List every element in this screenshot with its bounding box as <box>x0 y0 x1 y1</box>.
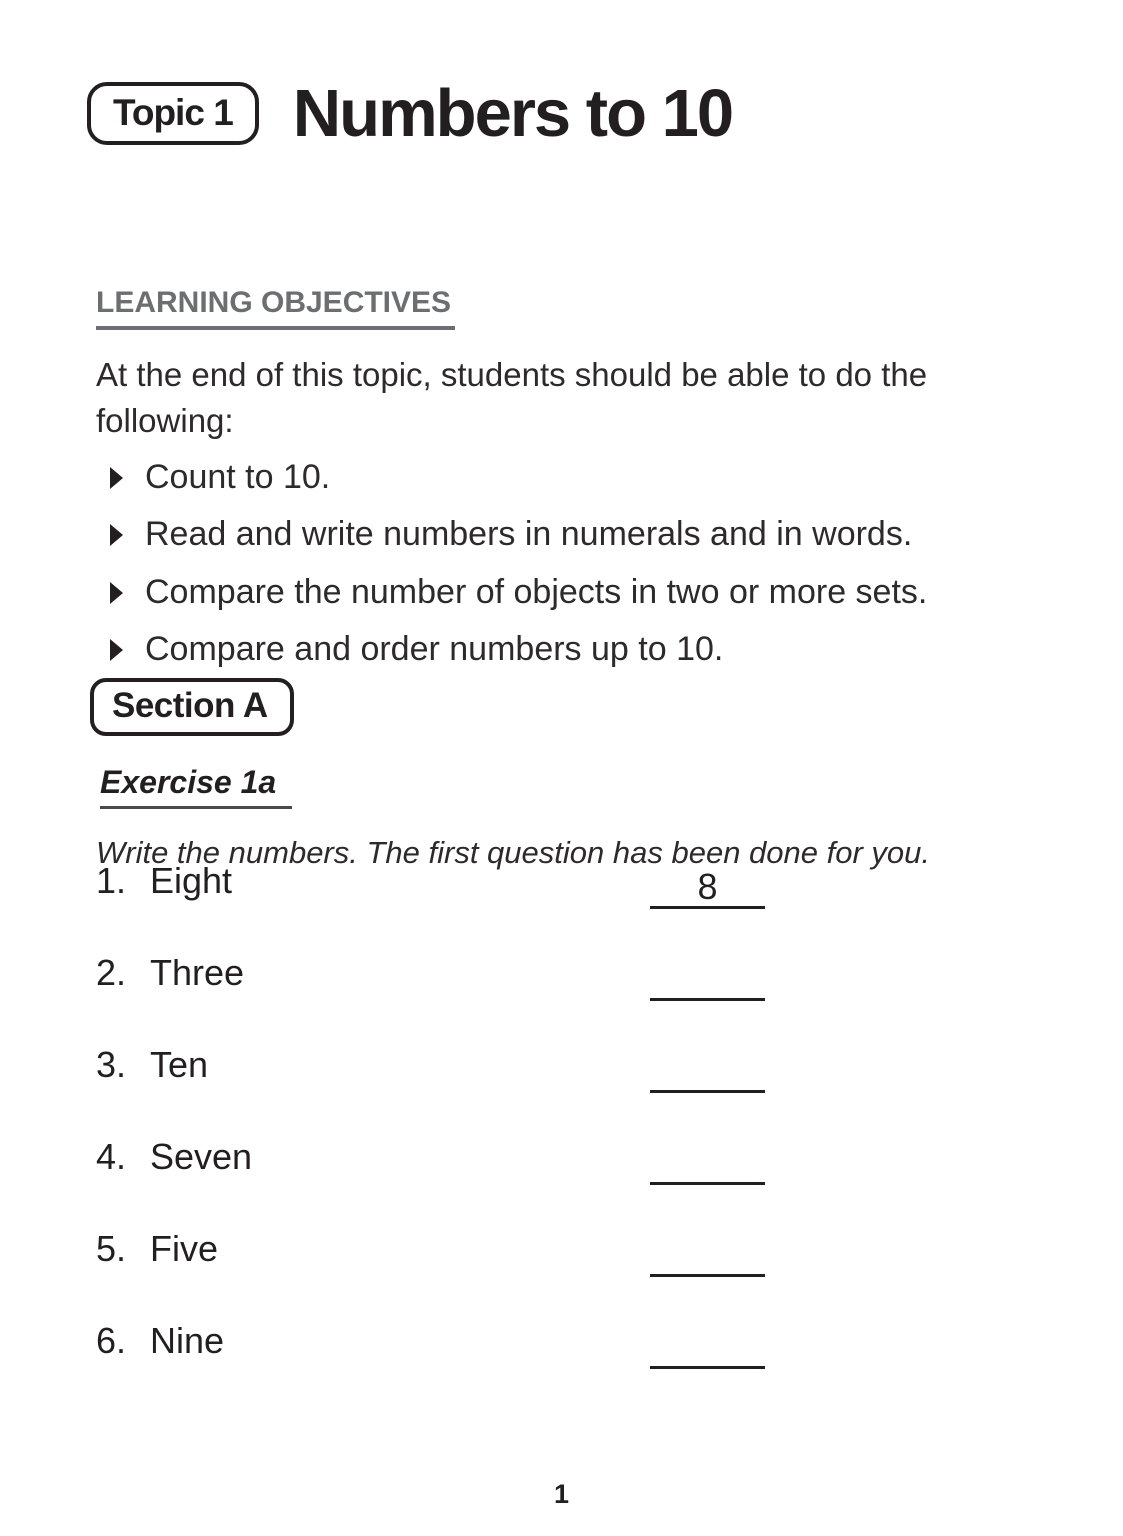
question-number: 6. <box>96 1320 127 1361</box>
triangle-bullet-icon <box>110 524 123 546</box>
objective-item <box>110 574 1031 611</box>
page-header <box>87 76 733 151</box>
question-number: 2. <box>96 952 127 993</box>
answer-blank[interactable] <box>650 1036 765 1093</box>
exercise-label: Exercise 1a <box>100 764 292 809</box>
question-word: Nine <box>150 1320 225 1361</box>
question-list <box>96 860 1031 1412</box>
question-row-6 <box>96 1320 1031 1370</box>
question-word: Seven <box>150 1136 253 1177</box>
question-row-4 <box>96 1136 1031 1186</box>
objectives-intro-text: At the end of this topic, students should be able to do the following: <box>96 356 928 439</box>
objective-text: Count to 10. <box>145 458 331 497</box>
answer-blank[interactable] <box>650 852 765 909</box>
objective-item <box>110 459 1031 496</box>
page-title: Numbers to 10 <box>292 76 733 151</box>
objectives-list <box>96 459 1031 669</box>
page-number: 1 <box>553 1479 570 1509</box>
question-number: 4. <box>96 1136 127 1177</box>
question-number: 1. <box>96 860 127 901</box>
question-word: Three <box>150 952 245 993</box>
question-word: Five <box>150 1228 219 1269</box>
exercise-instructions: Write the numbers. The first question has been done for you. <box>96 835 931 870</box>
question-number: 5. <box>96 1228 127 1269</box>
objective-item <box>110 516 1031 553</box>
learning-objectives-heading: LEARNING OBJECTIVES <box>96 286 455 330</box>
question-row-1 <box>96 860 1031 910</box>
section-badge: Section A <box>90 678 294 736</box>
question-number: 3. <box>96 1044 127 1085</box>
question-row-3 <box>96 1044 1031 1094</box>
objective-item <box>110 631 1031 668</box>
section-a-block <box>90 678 1030 871</box>
question-row-5 <box>96 1228 1031 1278</box>
answer-blank[interactable] <box>650 1220 765 1277</box>
answer-blank[interactable] <box>650 1128 765 1185</box>
question-word: Eight <box>150 860 233 901</box>
triangle-bullet-icon <box>110 467 123 489</box>
topic-badge: Topic 1 <box>87 82 259 145</box>
objective-text: Compare the number of objects in two or more sets. <box>145 572 928 611</box>
answer-blank[interactable] <box>650 944 765 1001</box>
triangle-bullet-icon <box>110 582 123 604</box>
question-row-2 <box>96 952 1031 1002</box>
learning-objectives-section <box>96 286 1031 689</box>
triangle-bullet-icon <box>110 639 123 661</box>
answer-blank[interactable] <box>650 1312 765 1369</box>
answer-text: 8 <box>697 866 718 908</box>
question-word: Ten <box>150 1044 209 1085</box>
objective-text: Read and write numbers in numerals and in words. <box>145 515 913 554</box>
objective-text: Compare and order numbers up to 10. <box>145 630 724 669</box>
